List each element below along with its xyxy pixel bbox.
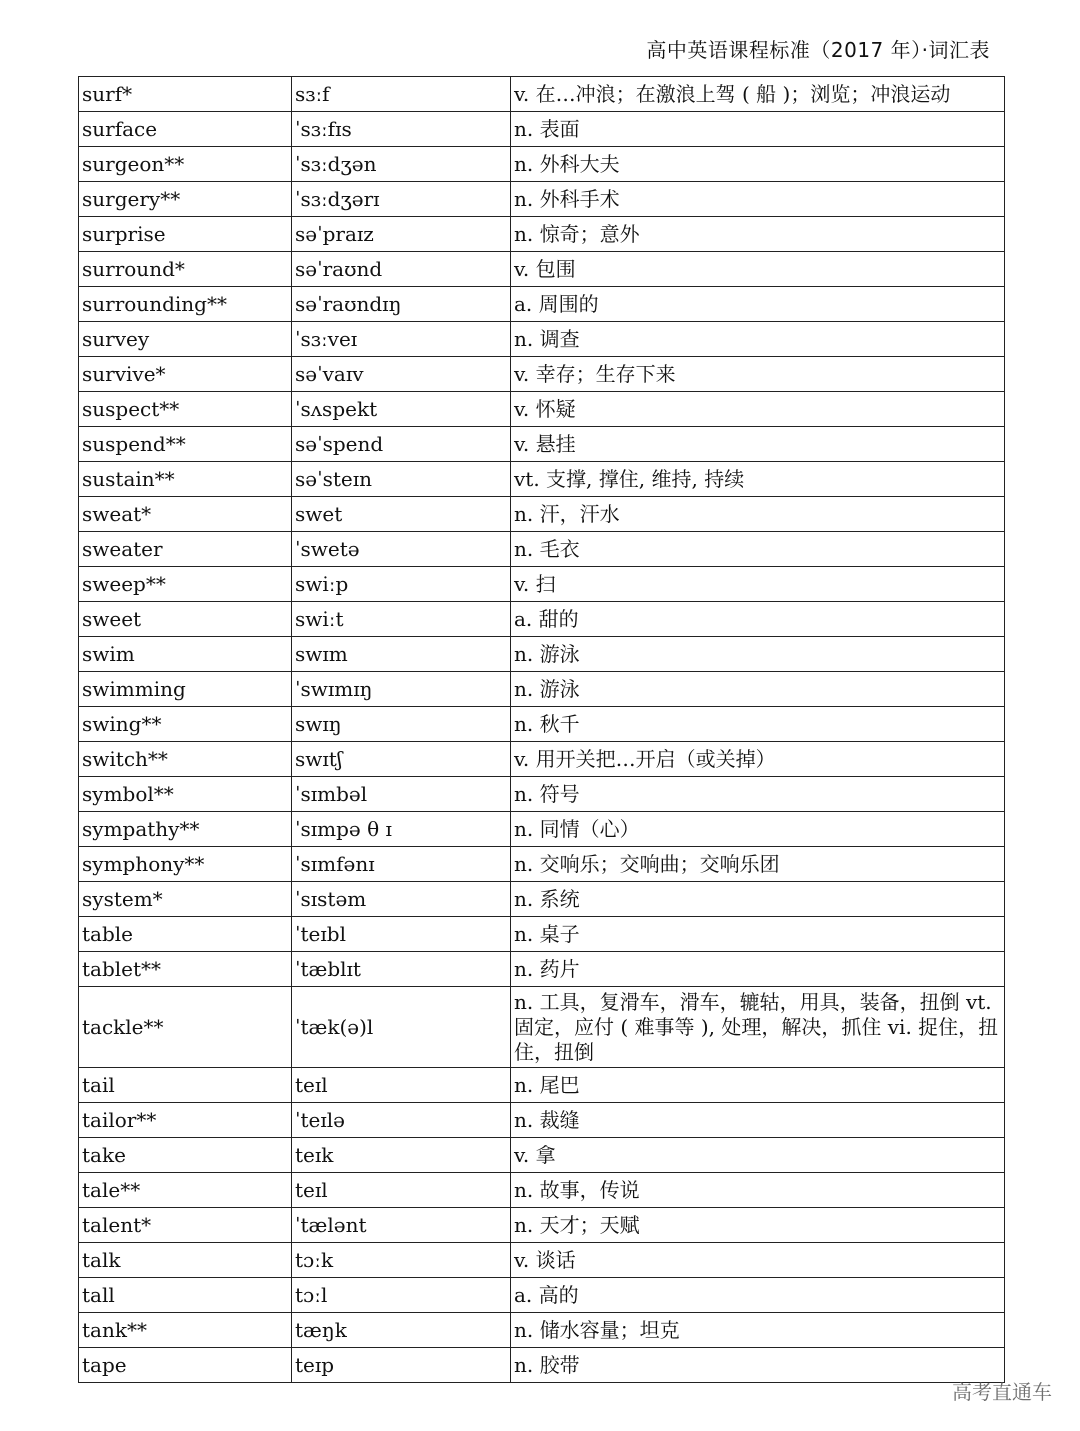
meaning-cell: n. 交响乐；交响曲；交响乐团 — [511, 847, 1005, 882]
word-cell: tail — [79, 1068, 292, 1103]
meaning-cell: v. 扫 — [511, 567, 1005, 602]
table-row — [79, 112, 1005, 147]
phonetic-cell: ˈswɪmɪŋ — [292, 672, 511, 707]
meaning-cell: n. 工具，复滑车，滑车，辘轱，用具，装备，扭倒 vt. 固定，应付 ( 难事等 ), 处理，解决，抓住 vi. 捉住，扭住，扭倒 — [511, 987, 1005, 1068]
phonetic-cell: sɜːf — [292, 77, 511, 112]
meaning-cell: n. 药片 — [511, 952, 1005, 987]
phonetic-cell: ˈtæk(ə)l — [292, 987, 511, 1068]
phonetic-cell: ˈsɪmbəl — [292, 777, 511, 812]
table-row — [79, 217, 1005, 252]
word-cell: swimming — [79, 672, 292, 707]
meaning-cell: n. 表面 — [511, 112, 1005, 147]
word-cell: symbol** — [79, 777, 292, 812]
word-cell: sweater — [79, 532, 292, 567]
meaning-cell: v. 幸存；生存下来 — [511, 357, 1005, 392]
table-row — [79, 637, 1005, 672]
word-cell: sweet — [79, 602, 292, 637]
phonetic-cell: səˈsteɪn — [292, 462, 511, 497]
phonetic-cell: ˈsɜːveɪ — [292, 322, 511, 357]
meaning-cell: n. 天才；天赋 — [511, 1208, 1005, 1243]
table-row — [79, 322, 1005, 357]
word-cell: surround* — [79, 252, 292, 287]
phonetic-cell: swɪm — [292, 637, 511, 672]
phonetic-cell: ˈtæblɪt — [292, 952, 511, 987]
word-cell: talk — [79, 1243, 292, 1278]
table-row — [79, 567, 1005, 602]
meaning-cell: n. 汗，汗水 — [511, 497, 1005, 532]
word-cell: swing** — [79, 707, 292, 742]
meaning-cell: n. 惊奇；意外 — [511, 217, 1005, 252]
phonetic-cell: ˈteɪbl — [292, 917, 511, 952]
table-row — [79, 182, 1005, 217]
word-cell: surf* — [79, 77, 292, 112]
phonetic-cell: ˈswetə — [292, 532, 511, 567]
phonetic-cell: swiːt — [292, 602, 511, 637]
word-cell: sympathy** — [79, 812, 292, 847]
phonetic-cell: ˈtælənt — [292, 1208, 511, 1243]
table-row — [79, 1313, 1005, 1348]
meaning-cell: vt. 支撑, 撑住, 维持, 持续 — [511, 462, 1005, 497]
phonetic-cell: swɪtʃ — [292, 742, 511, 777]
meaning-cell: v. 在…冲浪；在激浪上驾 ( 船 )；浏览；冲浪运动 — [511, 77, 1005, 112]
table-row — [79, 1348, 1005, 1383]
meaning-cell: a. 甜的 — [511, 602, 1005, 637]
word-cell: surface — [79, 112, 292, 147]
word-cell: sweat* — [79, 497, 292, 532]
phonetic-cell: swet — [292, 497, 511, 532]
phonetic-cell: swɪŋ — [292, 707, 511, 742]
meaning-cell: v. 怀疑 — [511, 392, 1005, 427]
meaning-cell: n. 外科大夫 — [511, 147, 1005, 182]
meaning-cell: n. 秋千 — [511, 707, 1005, 742]
table-row — [79, 602, 1005, 637]
phonetic-cell: tɔːl — [292, 1278, 511, 1313]
word-cell: tailor** — [79, 1103, 292, 1138]
phonetic-cell: ˈsɜːdʒən — [292, 147, 511, 182]
word-cell: switch** — [79, 742, 292, 777]
word-cell: sweep** — [79, 567, 292, 602]
phonetic-cell: teɪl — [292, 1068, 511, 1103]
table-row — [79, 987, 1005, 1068]
phonetic-cell: ˈsɜːdʒərɪ — [292, 182, 511, 217]
phonetic-cell: səˈvaɪv — [292, 357, 511, 392]
word-cell: tale** — [79, 1173, 292, 1208]
meaning-cell: v. 包围 — [511, 252, 1005, 287]
meaning-cell: n. 游泳 — [511, 637, 1005, 672]
table-row — [79, 462, 1005, 497]
word-cell: survive* — [79, 357, 292, 392]
vocabulary-table-body — [79, 77, 1005, 1383]
table-row — [79, 252, 1005, 287]
meaning-cell: n. 裁缝 — [511, 1103, 1005, 1138]
meaning-cell: n. 外科手术 — [511, 182, 1005, 217]
table-row — [79, 77, 1005, 112]
page-header-title: 高中英语课程标准（2017 年）·词汇表 — [646, 38, 990, 62]
phonetic-cell: ˈteɪlə — [292, 1103, 511, 1138]
phonetic-cell: ˈsʌspekt — [292, 392, 511, 427]
word-cell: tape — [79, 1348, 292, 1383]
table-row — [79, 287, 1005, 322]
table-row — [79, 812, 1005, 847]
word-cell: sustain** — [79, 462, 292, 497]
phonetic-cell: səˈraʊnd — [292, 252, 511, 287]
word-cell: surprise — [79, 217, 292, 252]
table-row — [79, 847, 1005, 882]
word-cell: table — [79, 917, 292, 952]
word-cell: system* — [79, 882, 292, 917]
meaning-cell: n. 同情（心） — [511, 812, 1005, 847]
table-row — [79, 777, 1005, 812]
table-row — [79, 1243, 1005, 1278]
table-row — [79, 532, 1005, 567]
phonetic-cell: səˈraʊndɪŋ — [292, 287, 511, 322]
word-cell: tablet** — [79, 952, 292, 987]
word-cell: tank** — [79, 1313, 292, 1348]
vocabulary-table — [78, 76, 1005, 1383]
table-row — [79, 1103, 1005, 1138]
meaning-cell: n. 桌子 — [511, 917, 1005, 952]
phonetic-cell: tɔːk — [292, 1243, 511, 1278]
table-row — [79, 497, 1005, 532]
word-cell: symphony** — [79, 847, 292, 882]
word-cell: surgery** — [79, 182, 292, 217]
meaning-cell: v. 谈话 — [511, 1243, 1005, 1278]
table-row — [79, 672, 1005, 707]
meaning-cell: n. 胶带 — [511, 1348, 1005, 1383]
table-row — [79, 1208, 1005, 1243]
phonetic-cell: ˈsɪstəm — [292, 882, 511, 917]
phonetic-cell: tæŋk — [292, 1313, 511, 1348]
word-cell: surrounding** — [79, 287, 292, 322]
word-cell: survey — [79, 322, 292, 357]
meaning-cell: a. 高的 — [511, 1278, 1005, 1313]
word-cell: surgeon** — [79, 147, 292, 182]
table-row — [79, 917, 1005, 952]
meaning-cell: n. 游泳 — [511, 672, 1005, 707]
meaning-cell: n. 系统 — [511, 882, 1005, 917]
table-row — [79, 392, 1005, 427]
meaning-cell: n. 储水容量；坦克 — [511, 1313, 1005, 1348]
table-row — [79, 882, 1005, 917]
word-cell: tackle** — [79, 987, 292, 1068]
phonetic-cell: teɪp — [292, 1348, 511, 1383]
table-row — [79, 427, 1005, 462]
word-cell: tall — [79, 1278, 292, 1313]
table-row — [79, 1138, 1005, 1173]
meaning-cell: v. 用开关把…开启（或关掉） — [511, 742, 1005, 777]
word-cell: suspend** — [79, 427, 292, 462]
meaning-cell: n. 毛衣 — [511, 532, 1005, 567]
watermark-text: 高考直通车 — [952, 1380, 1052, 1404]
table-row — [79, 1173, 1005, 1208]
phonetic-cell: teɪl — [292, 1173, 511, 1208]
table-row — [79, 357, 1005, 392]
meaning-cell: v. 悬挂 — [511, 427, 1005, 462]
meaning-cell: v. 拿 — [511, 1138, 1005, 1173]
phonetic-cell: ˈsɪmfənɪ — [292, 847, 511, 882]
table-row — [79, 742, 1005, 777]
table-row — [79, 952, 1005, 987]
phonetic-cell: teɪk — [292, 1138, 511, 1173]
phonetic-cell: səˈpraɪz — [292, 217, 511, 252]
phonetic-cell: ˈsɜːfɪs — [292, 112, 511, 147]
phonetic-cell: ˈsɪmpə θ ɪ — [292, 812, 511, 847]
table-row — [79, 1278, 1005, 1313]
table-row — [79, 1068, 1005, 1103]
word-cell: swim — [79, 637, 292, 672]
meaning-cell: n. 故事，传说 — [511, 1173, 1005, 1208]
meaning-cell: a. 周围的 — [511, 287, 1005, 322]
meaning-cell: n. 符号 — [511, 777, 1005, 812]
word-cell: suspect** — [79, 392, 292, 427]
phonetic-cell: səˈspend — [292, 427, 511, 462]
word-cell: talent* — [79, 1208, 292, 1243]
word-cell: take — [79, 1138, 292, 1173]
table-row — [79, 147, 1005, 182]
meaning-cell: n. 调查 — [511, 322, 1005, 357]
meaning-cell: n. 尾巴 — [511, 1068, 1005, 1103]
phonetic-cell: swiːp — [292, 567, 511, 602]
table-row — [79, 707, 1005, 742]
